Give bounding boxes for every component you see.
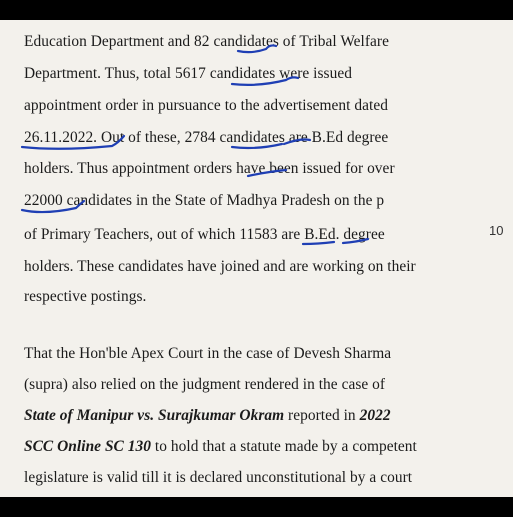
reported-text: reported in — [284, 407, 360, 424]
underline-date — [22, 136, 124, 149]
underline-are — [343, 239, 368, 243]
case-name: State of Manipur vs. Surajkumar Okram — [24, 407, 285, 424]
underline-5617 — [232, 77, 298, 85]
p1-line-6: 22000 candidates in the State of Madhya Pradesh on the p — [24, 192, 385, 209]
p1-line-5: holders. Thus appointment orders have been issued for over — [24, 160, 395, 177]
underline-82 — [238, 45, 276, 52]
p2-line-2: (supra) also relied on the judgment rendered in the case of — [24, 376, 386, 393]
top-black-border — [0, 0, 513, 20]
margin-page-number: 10 — [489, 223, 504, 238]
underline-2784 — [232, 144, 282, 148]
underline-11583 — [303, 242, 334, 244]
p2-line-1: That the Hon'ble Apex Court in the case of Devesh Sharma — [24, 345, 392, 362]
p1-line-7: of Primary Teachers, out of which 11583 are B.Ed. degree — [24, 226, 385, 243]
underline-candidates — [284, 140, 310, 145]
citation: SCC Online SC 130 — [24, 438, 152, 455]
p1-line-3: appointment order in pursuance to the advertisement dated — [24, 97, 388, 114]
underline-22000 — [22, 201, 84, 212]
p1-line-1: Education Department and 82 candidates of Tribal Welfare — [24, 33, 389, 50]
p2-line-5: legislature is valid till it is declared unconstitutional by a court — [24, 469, 413, 486]
p1-line-4: 26.11.2022. Out of these, 2784 candidates are B.Ed degree — [24, 129, 389, 146]
document-page — [0, 20, 513, 497]
pen-underline-marks — [0, 20, 513, 497]
citation-rest: to hold that a statute made by a competent — [151, 438, 417, 455]
bottom-black-border — [0, 497, 513, 517]
p1-line-8: holders. These candidates have joined and are working on their — [24, 258, 416, 275]
citation-year: 2022 — [359, 407, 391, 424]
p1-line-9: respective postings. — [24, 288, 147, 305]
underline-orders — [248, 170, 286, 176]
p1-line-2: Department. Thus, total 5617 candidates were issued — [24, 65, 352, 82]
